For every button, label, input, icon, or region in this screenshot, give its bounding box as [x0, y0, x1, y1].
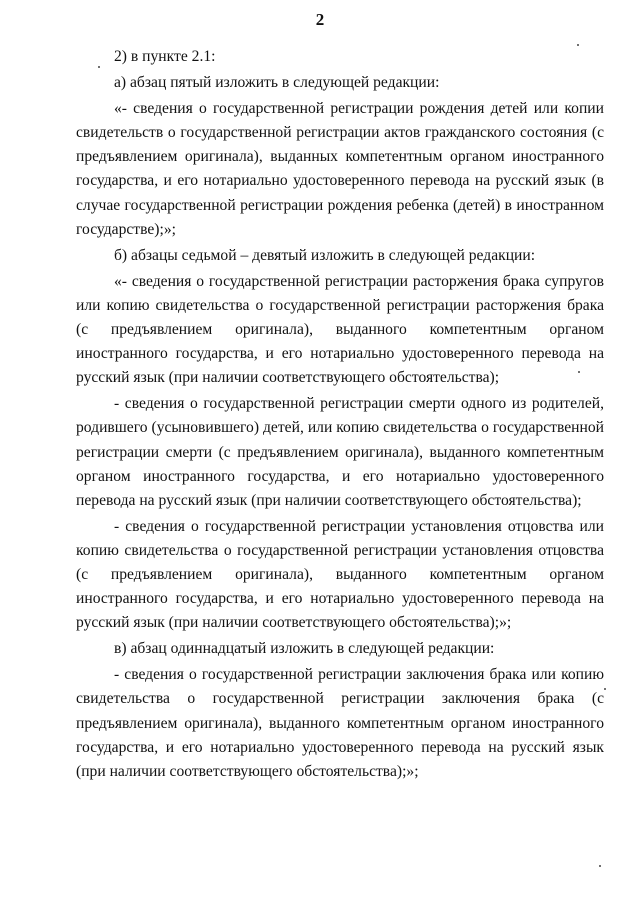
paragraph-marriage-registration: - сведения о государственной регистрации заключения брака или копию свидетельства о государственной регистрации заключения брака (с предъявлением оригинала), выданного компетентным органом иностранного государства, и его нотариально удостоверенного перевода на русский язык (при наличии соответствующего обстоятельства);»; [76, 666, 604, 780]
paragraph-quote-divorce-registration: «- сведения о государственной регистрации расторжения брака супругов или копию свидетельства о государственной регистрации расторжения брака (с предъявлением оригинала), выданного компетентным органом иностранного государства, и его нотариально удостоверенного перевода на русский язык (при наличии соответствующего обстоятельства); [76, 272, 604, 387]
scan-speck [599, 865, 601, 867]
scan-speck [604, 688, 606, 690]
paragraph-paternity-registration: - сведения о государственной регистрации установления отцовства или копию свидетельства о государственной регистрации установления отцовства (с предъявлением оригинала), выданного компетентным органом иностранного государства, и его нотариально удостоверенного перевода на русский язык (при наличии соответствующего обстоятельства);»; [76, 517, 604, 632]
paragraph-subitem-b: б) абзацы седьмой – девятый изложить в следующей редакции: [114, 246, 536, 264]
document-body [76, 45, 604, 786]
paragraph-subitem-a: а) абзац пятый изложить в следующей редакции: [114, 74, 440, 92]
page-number: 2 [315, 10, 325, 29]
scan-speck [577, 44, 579, 46]
scan-speck [98, 66, 100, 68]
scan-speck [578, 371, 580, 373]
paragraph-death-registration: - сведения о государственной регистрации смерти одного из родителей, родившего (усыновившего) детей, или копию свидетельства о государственной регистрации смерти (с предъявлением оригинала), выданного компетентным органом иностранного государства, и его нотариально удостоверенного перевода на русский язык (при наличии соответствующего обстоятельства); [76, 395, 604, 509]
paragraph-quote-birth-registration: «- сведения о государственной регистрации рождения детей или копии свидетельств о государственной регистрации актов гражданского состояния (с предъявлением оригинала), выданных компетентным органом иностранного государства, и его нотариально удостоверенного перевода на русский язык (в случае государственной регистрации рождения ребенка (детей) в иностранном государстве);»; [76, 100, 604, 238]
paragraph-subitem-v: в) абзац одиннадцатый изложить в следующей редакции: [114, 640, 495, 658]
paragraph-item-2: 2) в пункте 2.1: [114, 48, 216, 65]
